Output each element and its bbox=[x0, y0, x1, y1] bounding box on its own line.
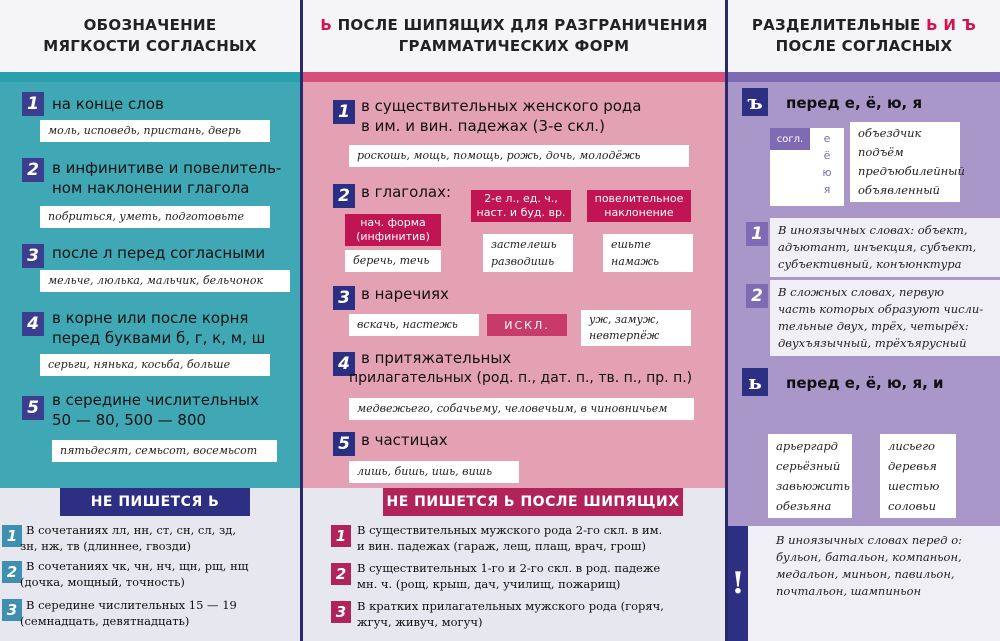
rule-title: после л перед согласными bbox=[52, 244, 266, 262]
header-line: ГРАММАТИЧЕСКИХ ФОРМ bbox=[398, 37, 630, 55]
exception-text: В существительных 1-го и 2-го скл. в род. падеже bbox=[357, 561, 661, 575]
rule-line: медальон, миньон, павильон, bbox=[776, 567, 955, 581]
header-line: ПОСЛЕ ШИПЯЩИХ ДЛЯ РАЗГРАНИЧЕНИЯ bbox=[337, 16, 708, 34]
example-box: моль, исповедь, пристань, дверь bbox=[40, 120, 270, 142]
example-word: ешьте bbox=[611, 238, 651, 251]
item-number: 4 bbox=[22, 312, 44, 336]
rule-line: тельные двух, трёх, четырёх: bbox=[778, 319, 969, 333]
rule-line: адъютант, инъекция, субъект, bbox=[778, 240, 977, 254]
example-word: соловьи bbox=[888, 499, 936, 513]
example-word: серьёзный bbox=[776, 459, 841, 473]
column-header bbox=[303, 0, 725, 72]
vowel: ю bbox=[822, 166, 832, 179]
example-word: шестью bbox=[888, 479, 940, 493]
item-number: 3 bbox=[331, 601, 351, 623]
header-line: ОБОЗНАЧЕНИЕ bbox=[83, 16, 217, 34]
example-word: предъюбилейный bbox=[858, 164, 965, 178]
rule-title: в существительных женского рода bbox=[361, 97, 642, 115]
consonant-label: согл. bbox=[770, 128, 810, 150]
hard-sign-marker: ъ bbox=[742, 88, 768, 116]
rule-title: ном наклонении глагола bbox=[52, 179, 250, 197]
rule-title: в наречиях bbox=[361, 285, 449, 303]
rule-title: на конце слов bbox=[52, 95, 164, 113]
rule-title: перед е, ё, ю, я, и bbox=[786, 374, 944, 392]
example-word: объездчик bbox=[858, 126, 922, 140]
vowel: ё bbox=[823, 149, 831, 162]
exception-marker: ИСКЛ. bbox=[487, 314, 567, 336]
example-box: мельче, люлька, мальчик, бельчонок bbox=[40, 270, 290, 292]
example-word: лисьего bbox=[888, 439, 935, 453]
exception-text: В сочетаниях лл, нн, ст, сн, сл, зд, bbox=[26, 523, 236, 537]
item-number: 1 bbox=[22, 92, 44, 116]
example-word: завьюжить bbox=[776, 479, 850, 493]
example-word: невтерпёж bbox=[589, 329, 660, 342]
exception-text: (семнадцать, девятнадцать) bbox=[20, 614, 190, 628]
example-box: пятьдесят, семьсот, восемьсот bbox=[52, 440, 277, 462]
rule-line: бульон, батальон, компаньон, bbox=[776, 550, 962, 564]
column-after-sibilants bbox=[303, 0, 725, 641]
rule-title: перед буквами б, г, к, м, ш bbox=[52, 329, 266, 347]
item-number: 2 bbox=[333, 184, 355, 208]
rule-title: в частицах bbox=[361, 431, 448, 449]
exception-text: зн, нж, тв (длиннее, гвозди) bbox=[20, 539, 192, 553]
exception-text: (дочка, мощный, точность) bbox=[20, 575, 185, 589]
rule-title: 50 — 80, 500 — 800 bbox=[52, 411, 207, 429]
exclamation-marker: ! bbox=[728, 526, 748, 641]
exception-text: В середине числительных 15 — 19 bbox=[26, 598, 237, 612]
exception-text: В сочетаниях чк, чн, нч, щн, рщ, нщ bbox=[26, 559, 249, 573]
rule-line: субъективный, конъюнктура bbox=[778, 257, 962, 271]
example-word: подъём bbox=[858, 145, 904, 159]
item-number: 1 bbox=[333, 100, 355, 124]
item-number: 2 bbox=[746, 284, 768, 308]
example-word: уж, замуж, bbox=[589, 313, 659, 326]
rule-title: перед е, ё, ю, я bbox=[786, 94, 923, 112]
item-number: 1 bbox=[746, 222, 768, 246]
rule-title: в притяжательных bbox=[361, 349, 512, 367]
rule-title: в им. и вин. падежах (3-е скл.) bbox=[361, 117, 605, 135]
verb-form-label: нач. форма (инфинитив) bbox=[345, 214, 441, 246]
exception-text: В кратких прилагательных мужского рода (горяч, bbox=[357, 599, 664, 613]
header-divider bbox=[728, 72, 1000, 82]
item-number: 2 bbox=[22, 158, 44, 182]
rule-line: В иноязычных словах: объект, bbox=[778, 223, 968, 237]
example-word: намажь bbox=[611, 255, 659, 268]
example-box bbox=[603, 234, 693, 272]
example-box bbox=[581, 310, 691, 346]
column-separating-signs bbox=[728, 0, 1000, 641]
header-line: МЯГКОСТИ СОГЛАСНЫХ bbox=[43, 37, 257, 55]
header-line: ПОСЛЕ СОГЛАСНЫХ bbox=[775, 37, 953, 55]
example-word: обезьяна bbox=[776, 499, 832, 513]
item-number: 5 bbox=[22, 396, 44, 420]
exceptions-header: НЕ ПИШЕТСЯ Ь bbox=[60, 488, 250, 516]
header-accent: Ь И Ъ bbox=[926, 16, 977, 34]
header-divider bbox=[0, 72, 300, 82]
example-box: серьги, нянька, косьба, больше bbox=[40, 354, 270, 376]
exception-text: мн. ч. (рощ, крыш, дач, училищ, пожарищ) bbox=[357, 577, 621, 591]
rule-title: в инфинитиве и повелитель- bbox=[52, 159, 282, 177]
item-number: 2 bbox=[2, 561, 22, 583]
item-number: 1 bbox=[331, 525, 351, 547]
example-box: роскошь, мощь, помощь, рожь, дочь, молодёжь bbox=[349, 145, 689, 167]
item-number: 3 bbox=[22, 244, 44, 268]
exception-text: и вин. падежах (гараж, лещ, плащ, врач, грош) bbox=[357, 539, 646, 553]
example-box: лишь, бишь, ишь, вишь bbox=[349, 461, 519, 483]
exception-text: В существительных мужского рода 2-го скл. в им. bbox=[357, 523, 663, 537]
rule-line: часть которых образуют числи- bbox=[778, 302, 984, 316]
rule-title: в глаголах: bbox=[361, 183, 452, 201]
rule-line: В иноязычных словах перед о: bbox=[776, 533, 962, 547]
example-box: медвежьего, собачьему, человечьим, в чиновничьем bbox=[349, 398, 694, 420]
example-list bbox=[880, 434, 956, 518]
example-box: беречь, течь bbox=[345, 250, 441, 272]
column-header bbox=[728, 0, 1000, 72]
vowel-list bbox=[816, 130, 838, 198]
column-header bbox=[0, 0, 300, 72]
example-word: разводишь bbox=[491, 255, 555, 268]
rule-box bbox=[768, 528, 998, 604]
verb-form-label: 2-е л., ед. ч., наст. и буд. вр. bbox=[471, 190, 571, 222]
vowel: я bbox=[823, 183, 831, 196]
rule-line: двухъязычный, трёхъярусный bbox=[778, 336, 967, 350]
example-box bbox=[483, 234, 573, 272]
rule-title: в середине числительных bbox=[52, 391, 259, 409]
item-number: 3 bbox=[333, 286, 355, 310]
rule-title: в корне или после корня bbox=[52, 309, 249, 327]
rule-line: почтальон, шампиньон bbox=[776, 584, 922, 598]
vowel: е bbox=[823, 132, 831, 145]
example-list bbox=[850, 122, 965, 202]
header-divider bbox=[303, 72, 725, 82]
item-number: 2 bbox=[331, 563, 351, 585]
rule-title: прилагательных (род. п., дат. п., тв. п., пр. п.) bbox=[349, 370, 693, 386]
item-number: 4 bbox=[333, 352, 355, 376]
rule-box bbox=[770, 218, 1000, 277]
column-softness bbox=[0, 0, 300, 641]
example-box: побриться, уметь, подготовьте bbox=[40, 206, 270, 228]
rule-line: В сложных словах, первую bbox=[778, 285, 945, 299]
header-accent: Ь bbox=[320, 16, 333, 34]
example-word: застелешь bbox=[491, 238, 557, 251]
rule-box bbox=[770, 280, 1000, 356]
example-box: вскачь, настежь bbox=[349, 314, 479, 336]
example-word: арьергард bbox=[776, 439, 838, 453]
example-word: объявленный bbox=[858, 183, 940, 197]
header-line: РАЗДЕЛИТЕЛЬНЫЕ bbox=[751, 16, 921, 34]
item-number: 1 bbox=[2, 525, 22, 547]
verb-form-label: повелительное наклонение bbox=[587, 190, 691, 222]
example-list bbox=[768, 434, 852, 518]
example-word: деревья bbox=[888, 459, 937, 473]
item-number: 3 bbox=[2, 599, 22, 621]
exceptions-header: НЕ ПИШЕТСЯ Ь ПОСЛЕ ШИПЯЩИХ bbox=[383, 488, 683, 516]
scheme-box bbox=[770, 128, 844, 206]
item-number: 5 bbox=[333, 432, 355, 456]
exception-text: жгуч, живуч, могуч) bbox=[357, 615, 483, 629]
soft-sign-marker: ь bbox=[742, 368, 768, 396]
